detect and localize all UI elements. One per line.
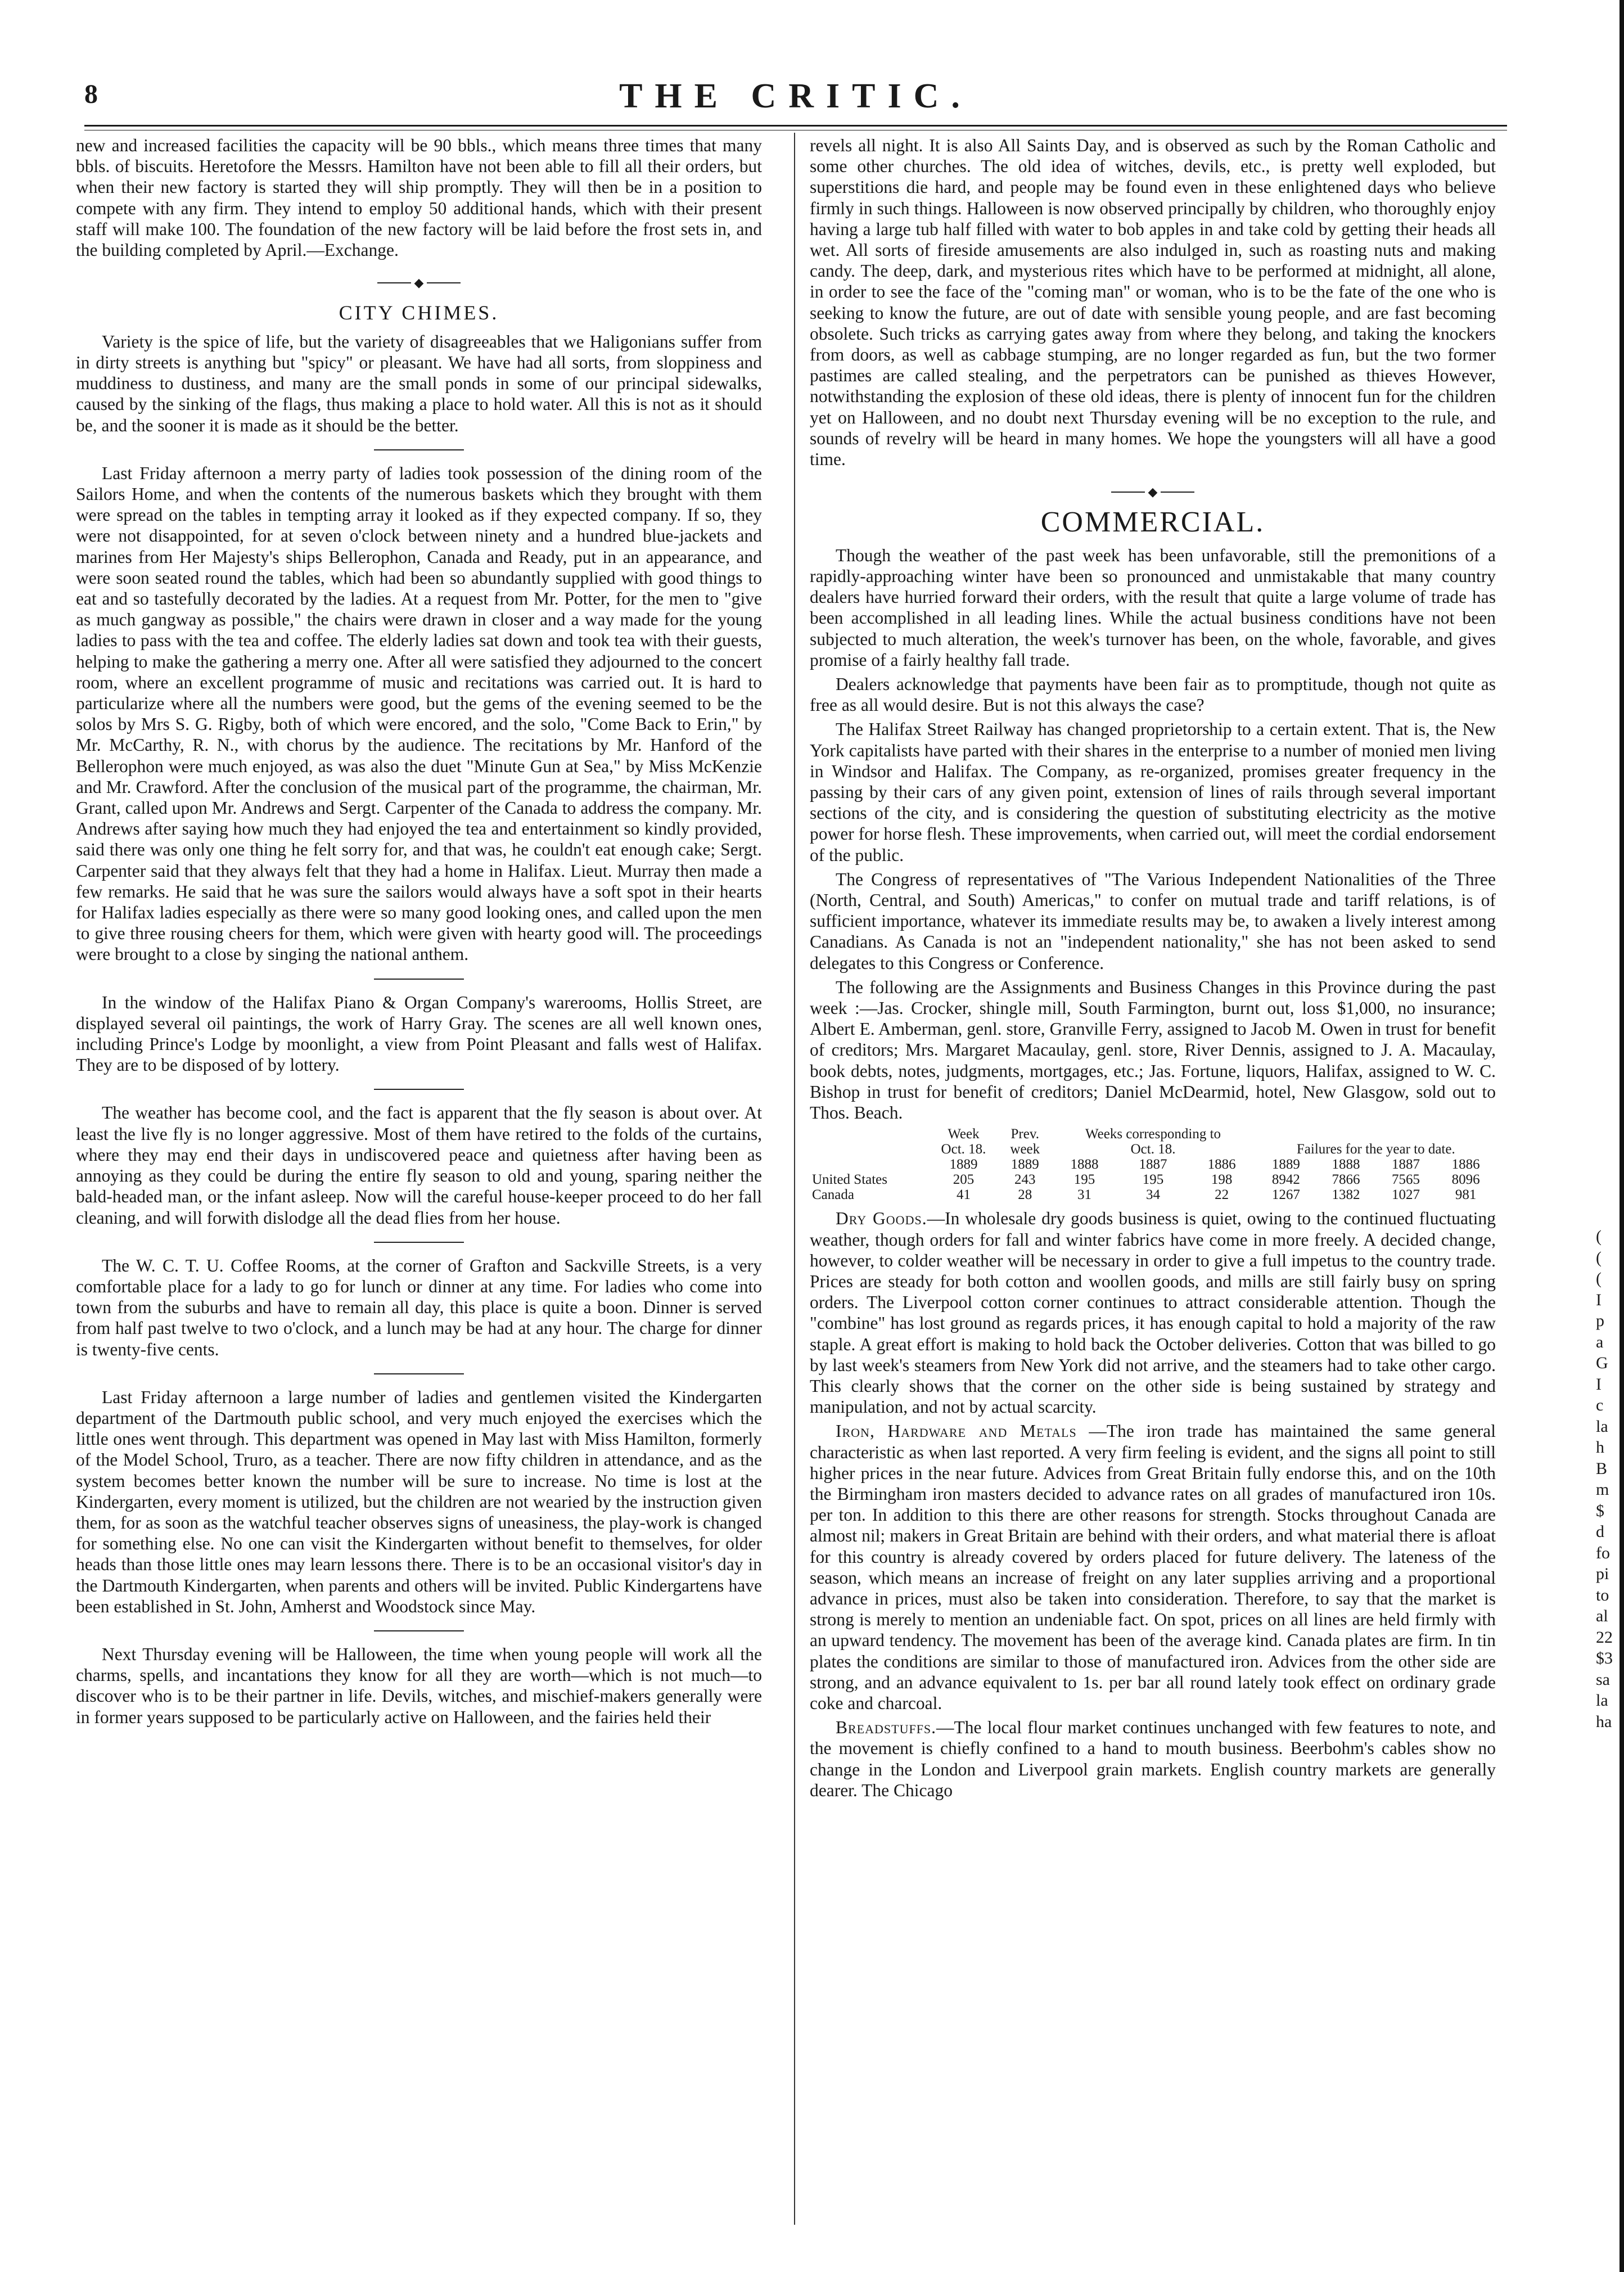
article-paragraph: Though the weather of the past week has been unfavorable, still the premonitions of a rapidly-approaching winter have been so pronounced and unmistakable that many country dealers have hurried forward their orders, with the result that quite a large volume of trade has been accomplished in all leading lines. While the actual business conditions have not been subjected to much alteration, the week's turnover has been, on the whole, favorable, and gives promise of a fairly healthy fall trade. — [810, 545, 1496, 670]
table-header: Oct. 18. — [941, 1142, 986, 1157]
fragment: ( — [1596, 1248, 1602, 1267]
table-cell: 41 — [956, 1187, 971, 1203]
table-cell: 1027 — [1392, 1187, 1420, 1203]
table-header: Prev. — [1011, 1126, 1039, 1142]
separator-rule — [374, 1630, 464, 1631]
ornament-divider: ◆ — [810, 480, 1496, 502]
table-cell: 28 — [1018, 1187, 1032, 1203]
table-row — [810, 1187, 1496, 1202]
table-cell: 198 — [1211, 1172, 1233, 1188]
article-paragraph: Last Friday afternoon a large number of ladies and gentlemen visited the Kindergarten department of the Dartmouth public school, and very much enjoyed the exercises which the little ones went through. This department was opened in May last with Miss Hamilton, formerly of the Model School, Truro, as a teacher. There are now fifty children in attendance, and as the system becomes better known the number will be sure to increase. No time is lost at the Kindergarten, every moment is utilized, but the children are not wearied by the instruction given them, for as soon as the watchful teacher observes signs of uneasiness, the play-work is changed for something else. No one can visit the Kindergarten without benefit to themselves, for older heads than those little ones may learn lessons there. There is to be an occasional visitor's day in the Dartmouth Kindergarten, when parents and others will be invited. Public Kindergartens have been established in St. John, Amherst and Woodstock since May. — [76, 1387, 762, 1616]
table-header: Week — [948, 1126, 980, 1142]
newspaper-title: THE CRITIC. — [619, 77, 972, 115]
fragment: d — [1596, 1522, 1604, 1541]
article-paragraph: new and increased facilities the capacity will be 90 bbls., which means three times that many bbls. of biscuits. Heretofore the Messrs. Hamilton have not been able to fill all their orders, but when their new factory is started they will ship promptly. They will then be in a position to compete with any firm. They intend to employ 50 additional hands, which with their present staff will make 100. The foundation of the new factory will be laid before the frost sets in, and the building completed by April.—Exchange. — [76, 136, 762, 260]
paragraph-body: —In wholesale dry goods business is quiet, owing to the continued fluctuating weather, though orders for fall and winter fabrics have come in more freely. A decided change, however, to colder weather will be necessary in order to give a full impetus to the country trade. Prices are steady for both cotton and woollen goods, and mills are still fairly busy on spring orders. The Liverpool cotton corner continues to attract considerable attention. Though the "combine" has lost ground as regards prices, it has enough capital to hold a majority of the raw staple. A great effort is making to hold back the October deliveries. Cotton that was billed to go by last week's steamers from New York did not arrive, and the steamers had to take other cargo. This clearly shows that the corner on the other side is being sustained by strategy and manipulation, and not by actual scarcity. — [810, 1209, 1496, 1417]
right-column — [810, 135, 1496, 2216]
subhead-dry-goods: Dry Goods. — [836, 1209, 927, 1229]
separator-rule — [374, 1242, 464, 1243]
page-number: 8 — [84, 79, 98, 109]
fragment: al — [1596, 1607, 1608, 1625]
fragment: $3 — [1596, 1649, 1613, 1667]
fragment: h — [1596, 1438, 1604, 1457]
separator-rule — [374, 979, 464, 980]
fragment: to — [1596, 1585, 1609, 1604]
fragment: m — [1596, 1480, 1609, 1499]
table-year: 1886 — [1451, 1157, 1480, 1173]
section-title-commercial: COMMERCIAL. — [1040, 506, 1265, 538]
column-divider — [794, 133, 795, 2225]
table-year: 1888 — [1332, 1157, 1360, 1173]
fragment: c — [1596, 1396, 1604, 1414]
table-header: Oct. 18. — [1130, 1142, 1176, 1157]
table-year: 1887 — [1139, 1157, 1167, 1173]
article-paragraph — [810, 1717, 1496, 1801]
article-paragraph: In the window of the Halifax Piano & Organ Company's warerooms, Hollis Street, are displayed several oil paintings, the work of Harry Gray. The scenes are all well known ones, including Prince's Lodge by moonlight, a view from Point Pleasant and falls west of Halifax. They are to be disposed of by lottery. — [76, 992, 762, 1075]
table-cell: 243 — [1014, 1172, 1036, 1188]
article-paragraph: The W. C. T. U. Coffee Rooms, at the corner of Grafton and Sackville Streets, is a very comfortable place for a lady to go for lunch or dinner at any time. For ladies who come into town from the suburbs and have to remain all day, this place is quite a boon. Dinner is served from half past twelve to two o'clock, and a lunch may be had at any hour. The charge for dinner is twenty-five cents. — [76, 1255, 762, 1359]
separator-rule — [374, 449, 464, 450]
table-cell: 195 — [1142, 1172, 1164, 1188]
fragment: ( — [1596, 1269, 1602, 1288]
table-cell: 205 — [953, 1172, 975, 1188]
fragment: la — [1596, 1691, 1608, 1710]
table-cell: 22 — [1215, 1187, 1229, 1203]
table-header: Failures for the year to date. — [1296, 1142, 1455, 1157]
fragment: fo — [1596, 1543, 1610, 1562]
table-year: 1887 — [1392, 1157, 1420, 1173]
table-cell: 31 — [1077, 1187, 1091, 1203]
separator-rule — [374, 1089, 464, 1090]
article-paragraph: The weather has become cool, and the fact is apparent that the fly season is about over. At least the live fly is no longer aggressive. Most of them have retired to the folds of the curtains, where they may end their days in undiscovered peace and quietness after having been as annoying as they could be during the entire fly season to old and young, sparing neither the bald-headed man, or the infant asleep. Now will the careful house-keeper proceed to do her fall cleaning, and will forwith dislodge all the dead flies from her house. — [76, 1103, 762, 1228]
article-paragraph: The Congress of representatives of "The Various Independent Nationalities of the Three (North, Central, and South) Americas," to confer on mutual trade and tariff relations, is of sufficient importance, whatever its immediate results may be, to awaken a lively interest among Canadians. As Canada is not an "independent nationality," she has not been asked to send delegates to this Congress or Conference. — [810, 869, 1496, 973]
failures-table — [810, 1126, 1496, 1202]
article-paragraph: Variety is the spice of life, but the variety of disagreeables that we Haligonians suffer from in dirty streets is anything but "spicy" or pleasant. We have had all sorts, from sloppiness and muddiness to dustiness, and many are the small ponds in some of our principal sidewalks, caused by the sinking of the flags, thus making a place to hold water. All this is not as it should be, and the sooner it is made as it should be the better. — [76, 331, 762, 435]
table-cell: 8942 — [1271, 1172, 1300, 1188]
table-row-label: Canada — [812, 1187, 854, 1203]
left-column — [76, 135, 762, 2216]
table-year: 1888 — [1070, 1157, 1099, 1173]
subhead-iron: Iron, Hardware and Metals — [836, 1421, 1077, 1441]
article-paragraph: Last Friday afternoon a merry party of ladies took possession of the dining room of the Sailors Home, and when the contents of the numerous baskets which they brought with them were spread on the tables in tempting array it looked as if they expected company. If so, they were not disappointed, for at seven o'clock between ninety and a hundred blue-jackets and marines from Her Majesty's ships Bellerophon, Canada and Ready, put in an appearance, and were soon seated round the tables, which had been so abundantly supplied with good things to eat and so tastefully decorated by the ladies. At a request from Mr. Potter, for the men to "give as much gangway as possible," the chairs were drawn in closer and a way made for the young ladies to pass with the tea and coffee. The elderly ladies sat down and took tea with their guests, helping to make the gathering a merry one. After all were satisfied they adjourned to the concert room, where an excellent programme of music and recitations was carried out. It is hard to particularize where all the numbers were good, but the gems of the evening seemed to be the solos by Mrs S. G. Rigby, both of which were encored, and the solo, "Come Back to Erin," by Mr. McCarthy, R. N., with chorus by the audience. The recitations by Mr. Hanford of the Bellerophon were much enjoyed, as was also the duet "Minute Gun at Sea," by Miss McKenzie and Mr. Crawford. After the conclusion of the musical part of the programme, the chairman, Mr. Grant, called upon Mr. Andrews and Sergt. Carpenter of the Canada to address the company. Mr. Andrews after saying how much they had enjoyed the tea and entertainment so kindly provided, said there was only one thing he felt sorry for, and that was, he couldn't eat enough cake; Sergt. Carpenter said that they always felt that they had a home in Halifax. Lieut. Murray then made a few remarks. He said that he was sure the sailors would always have a soft spot in their hearts for Halifax ladies especially as there were so many good looking ones, and called upon the men to give three rousing cheers for them, which were given with hearty good will. The proceedings were brought to a close by singing the national anthem. — [76, 463, 762, 964]
article-paragraph: Next Thursday evening will be Halloween, the time when young people will work all the charms, spells, and incantations they know for all they are worth—which is not much—to discover who is to be their partner in life. Devils, witches, and mischief-makers generally were in former years supposed to be particularly active on Halloween, and the fairies held their — [76, 1644, 762, 1727]
fragment: I — [1596, 1290, 1602, 1309]
article-paragraph — [810, 1421, 1496, 1714]
fragment: la — [1596, 1417, 1608, 1436]
separator-rule — [374, 1373, 464, 1374]
article-paragraph: The following are the Assignments and Business Changes in this Province during the past week :—Jas. Crocker, shingle mill, South Farmington, burnt out, loss $1,000, no insurance; Albert E. Amberman, genl. store, Granville Ferry, assigned to Jacob M. Owen in trust for benefit of creditors; Mrs. Margaret Macaulay, genl. store, River Dennis, assigned to J. A. Macaulay, book debts, notes, judgments, mortgages, etc.; Jas. Fortune, liquors, Halifax, assigned to W. C. Bishop in trust for benefit of creditors; Daniel McDearmid, hotel, New Glasgow, sold out to Thos. Beach. — [810, 977, 1496, 1123]
table-year: 1889 — [949, 1157, 978, 1173]
table-row-label: United States — [812, 1172, 888, 1188]
table-cell: 7866 — [1332, 1172, 1360, 1188]
table-cell: 7565 — [1392, 1172, 1420, 1188]
table-year: 1889 — [1011, 1157, 1039, 1173]
fragment: B — [1596, 1459, 1608, 1478]
fragment: p — [1596, 1311, 1604, 1330]
article-paragraph — [810, 1208, 1496, 1417]
table-header: week — [1010, 1142, 1040, 1157]
fragment: G — [1596, 1354, 1608, 1372]
fragment: pi — [1596, 1565, 1609, 1583]
article-paragraph: The Halifax Street Railway has changed proprietorship to a certain extent. That is, the New York capitalists have parted with their shares in the enterprise to a number of monied men living in Windsor and Halifax. The Company, as re-organized, promises greater frequency in the passing by their cars of any given point, extension of lines of rails through several important sections of the city, and is considering the question of substituting electricity as the motive power for horse flesh. These improvements, when carried out, will meet the cordial endorsement of the public. — [810, 719, 1496, 865]
article-paragraph: revels all night. It is also All Saints Day, and is observed as such by the Roman Catholic and some other churches. The old idea of witches, devils, etc., is pretty well exploded, but superstitions die hard, and people may be found even in these enlightened days who believe firmly in such things. Halloween is now observed principally by children, who thoroughly enjoy having a large tub half filled with water to bob apples in and take cold by getting their heads all wet. All sorts of fireside amusements are also indulged in, such as roasting nuts and making candy. The deep, dark, and mysterious rites which have to be performed at midnight, all alone, in order to see the face of the "coming man" or woman, who is to be the fate of the one who is seeking to know the future, are out of date with sensible young people, and are fast becoming obsolete. Such tricks as carrying gates away from where they belong, and taking the knockers from doors, as well as cabbage stumping, are no longer regarded as fun, but the two former pastimes are called stealing, and the perpetrators can be punished as thieves However, notwithstanding the explosion of these old ideas, there is plenty of innocent fun for the children yet on Halloween, and no doubt next Thursday evening will be no exception to the rule, and sounds of revelry will be heard in many homes. We hope the youngsters will all have a good time. — [810, 136, 1496, 470]
table-cell: 8096 — [1451, 1172, 1480, 1188]
table-header: Weeks corresponding to — [1085, 1126, 1221, 1142]
paragraph-body: —The local flour market continues unchanged with few features to note, and the movement is chiefly confined to a hand to mouth business. Beerbohm's cables show no change in the London and Liverpool grain markets. English country markets are generally dearer. The Chicago — [810, 1717, 1496, 1800]
table-year: 1889 — [1271, 1157, 1300, 1173]
paragraph-body: —The iron trade has maintained the same general characteristic as when last reported. A very firm feeling is evident, and the signs all point to still higher prices in the near future. Advices from Great Britain fully endorse this, and on the 10th the Birmingham iron masters decided to advance rates on all grades of manufactured iron 10s. per ton. In addition to this there are other reasons for strength. Stocks throughout Canada are almost nil; makers in Great Britain are behind with their orders, and what material there is afloat for this country is already covered by orders placed for future delivery. The lateness of the season, which means an increase of freight on any later supplies arriving and a proportional advance in prices, must also be taken into consideration. Therefore, to say that the market is strong is merely to mention an undeniable fact. On spot, prices on all lines are held firmly with an upward tendency. The movement has been of the average kind. Canada plates are firm. In tin plates the conditions are similar to those of manufactured iron. Advices from the other side are strong, and an advance equivalent to 1s. per bar all round lately took effect on ordinary grade coke and charcoal. — [810, 1421, 1496, 1713]
article-paragraph: Dealers acknowledge that payments have been fair as to promptitude, though not quite as free as all would desire. But is not this always the case? — [810, 674, 1496, 715]
table-cell: 1267 — [1271, 1187, 1300, 1203]
fragment: a — [1596, 1332, 1604, 1351]
fragment: ( — [1596, 1227, 1602, 1246]
masthead — [84, 79, 1507, 129]
table-cell: 981 — [1455, 1187, 1477, 1203]
masthead-rule — [84, 125, 1507, 130]
table-cell: 1382 — [1332, 1187, 1360, 1203]
page-edge — [1620, 0, 1624, 2272]
fragment: I — [1596, 1374, 1602, 1394]
fragment: ha — [1596, 1712, 1612, 1731]
table-year: 1886 — [1207, 1157, 1236, 1173]
fragment: sa — [1596, 1670, 1610, 1689]
subhead-breadstuffs: Breadstuffs. — [836, 1717, 937, 1738]
table-cell: 195 — [1073, 1172, 1095, 1188]
table-cell: 34 — [1146, 1187, 1160, 1203]
fragment: $ — [1596, 1501, 1604, 1520]
fragment: 22 — [1596, 1628, 1613, 1647]
section-title-city-chimes: CITY CHIMES. — [339, 301, 499, 324]
table-row — [810, 1172, 1496, 1187]
ornament-divider: ◆ — [76, 271, 762, 293]
